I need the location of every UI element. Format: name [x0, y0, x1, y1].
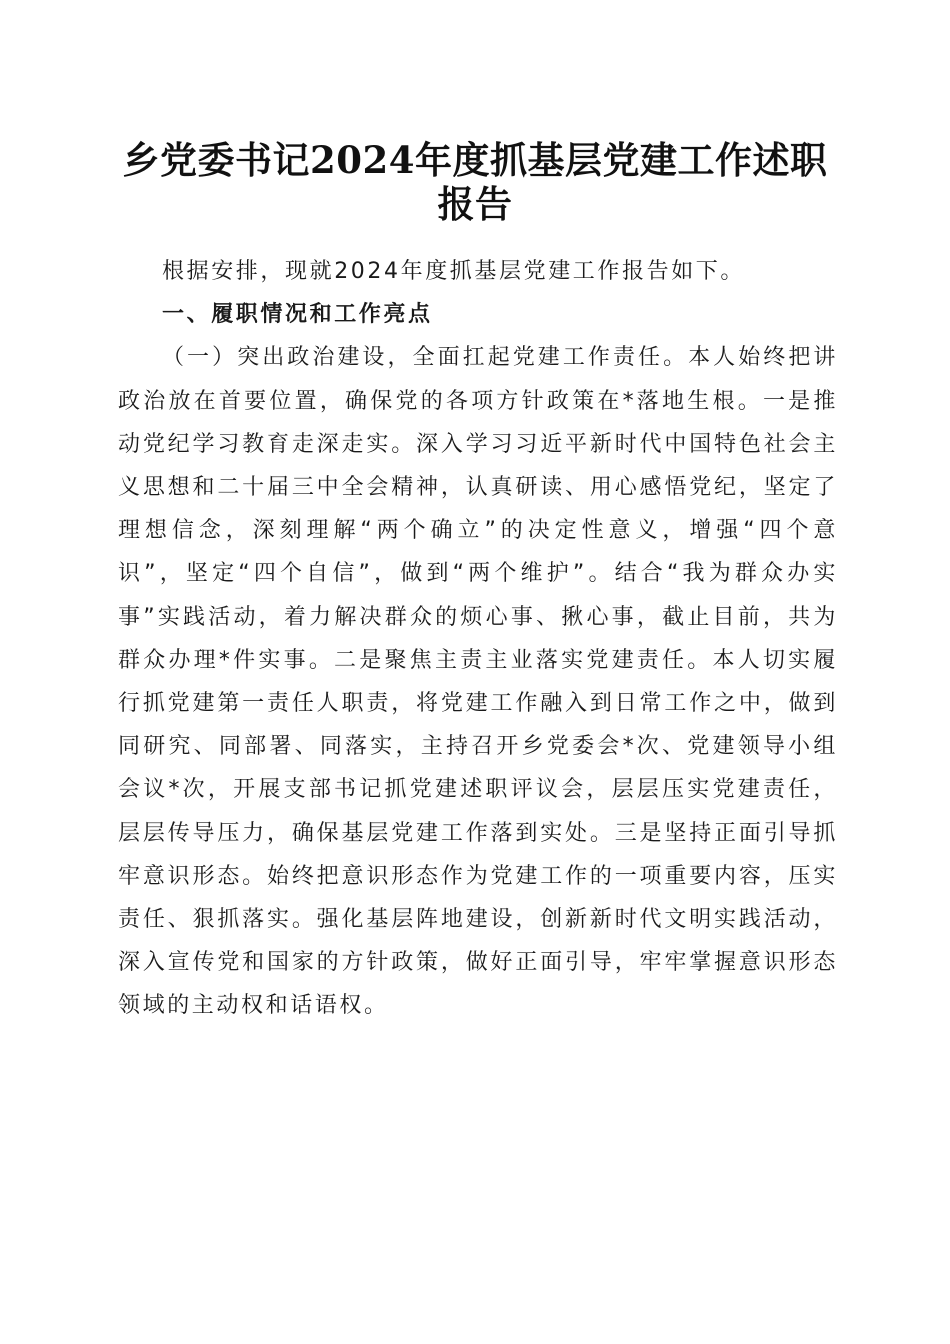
document-body	[118, 250, 838, 1028]
section-heading: 一、履职情况和工作亮点	[162, 302, 433, 328]
section-paragraph: （一）突出政治建设，全面扛起党建工作责任。本人始终把讲政治放在首要位置，确保党的各项方针政策在*落地生根。一是推动党纪学习教育走深走实。深入学习习近平新时代中国特色社会主义思想和二十届三中全会精神，认真研读、用心感悟党纪，坚定了理想信念，深刻理解“两个确立”的决定性意义，增强“四个意识”，坚定“四个自信”，做到“两个维护”。结合“我为群众办实事”实践活动，着力解决群众的烦心事、揪心事，截止目前，共为群众办理*件实事。二是聚焦主责主业落实党建责任。本人切实履行抓党建第一责任人职责，将党建工作融入到日常工作之中，做到同研究、同部署、同落实，主持召开乡党委会*次、党建领导小组会议*次，开展支部书记抓党建述职评议会，层层压实党建责任，层层传导压力，确保基层党建工作落到实处。三是坚持正面引导抓牢意识形态。始终把意识形态作为党建工作的一项重要内容，压实责任、狠抓落实。强化基层阵地建设，创新新时代文明实践活动，深入宣传党和国家的方针政策，做好正面引导，牢牢掌握意识形态领域的主动权和话语权。	[118, 345, 838, 1019]
document-title: 乡党委书记2024年度抓基层党建工作述职报告	[122, 138, 828, 226]
intro-paragraph: 根据安排，现就2024年度抓基层党建工作报告如下。	[162, 259, 745, 284]
